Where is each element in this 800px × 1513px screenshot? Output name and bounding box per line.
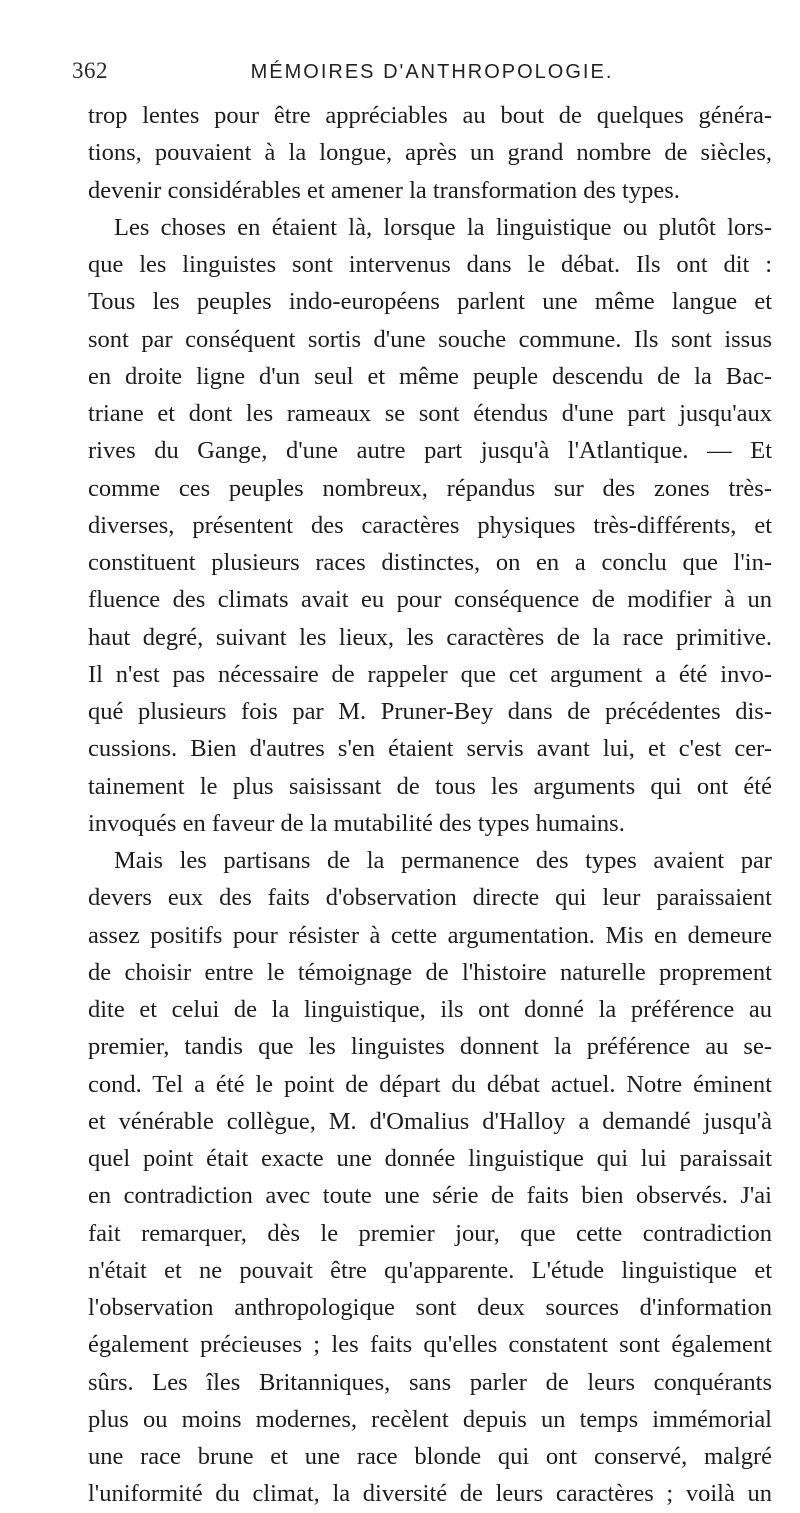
text-line: sûrs. Les îles Britanniques, sans parler de leurs conquérants: [88, 1368, 772, 1396]
text-line: Les choses en étaient là, lorsque la linguistique ou plutôt lors-: [114, 213, 772, 241]
text-line: triane et dont les rameaux se sont étendus d'une part jusqu'aux: [88, 400, 772, 427]
text-line: comme ces peuples nombreux, répandus sur des zones très-: [88, 474, 772, 502]
text-line: constituent plusieurs races distinctes, on en a conclu que l'in-: [88, 549, 772, 576]
running-title: MÉMOIRES D'ANTHROPOLOGIE.: [250, 61, 614, 83]
text-line: devers eux des faits d'observation directe qui leur paraissaient: [88, 884, 772, 912]
text-line: tions, pouvaient à la longue, après un grand nombre de siècles,: [88, 139, 772, 167]
text-line: l'observation anthropologique sont deux sources d'information: [88, 1294, 772, 1321]
page-number: 362: [72, 58, 108, 83]
text-line: invoqués en faveur de la mutabilité des types humains.: [88, 809, 625, 837]
text-line: assez positifs pour résister à cette argumentation. Mis en demeure: [88, 921, 772, 949]
text-line: également précieuses ; les faits qu'elles constatent sont également: [88, 1331, 772, 1359]
text-line: fait remarquer, dès le premier jour, que cette contradiction: [88, 1219, 772, 1247]
text-line: premier, tandis que les linguistes donnent la préférence au se-: [88, 1033, 772, 1061]
text-line: l'uniformité du climat, la diversité de leurs caractères ; voilà un: [88, 1480, 772, 1508]
text-line: quel point était exacte une donnée linguistique qui lui paraissait: [88, 1145, 772, 1172]
text-line: Tous les peuples indo-européens parlent une même langue et: [88, 288, 772, 316]
text-line: et vénérable collègue, M. d'Omalius d'Halloy a demandé jusqu'à: [88, 1107, 772, 1135]
text-line: Il n'est pas nécessaire de rappeler que cet argument a été invo-: [88, 660, 772, 688]
text-line: qué plusieurs fois par M. Pruner-Bey dans de précédentes dis-: [88, 698, 772, 725]
text-line: sont par conséquent sortis d'une souche commune. Ils sont issus: [88, 325, 772, 353]
text-line: trop lentes pour être appréciables au bout de quelques généra-: [88, 102, 772, 129]
text-line: fluence des climats avait eu pour conséquence de modifier à un: [88, 586, 772, 614]
text-line: en contradiction avec toute une série de faits bien observés. J'ai: [88, 1182, 772, 1210]
text-line: plus ou moins modernes, recèlent depuis un temps immémorial: [88, 1405, 772, 1433]
text-line: rives du Gange, d'une autre part jusqu'à l'Atlantique. — Et: [88, 437, 772, 465]
text-line: en droite ligne d'un seul et même peuple descendu de la Bac-: [88, 362, 772, 390]
text-line: cussions. Bien d'autres s'en étaient servis avant lui, et c'est cer-: [88, 735, 772, 763]
text-line: Mais les partisans de la permanence des types avaient par: [114, 847, 772, 874]
page-header: [72, 58, 772, 88]
text-line: devenir considérables et amener la transformation des types.: [88, 176, 680, 204]
text-line: de choisir entre le témoignage de l'histoire naturelle proprement: [88, 958, 772, 986]
text-line: diverses, présentent des caractères physiques très-différents, et: [88, 511, 772, 539]
text-line: que les linguistes sont intervenus dans le débat. Ils ont dit :: [88, 251, 772, 278]
text-line: dite et celui de la linguistique, ils ont donné la préférence au: [88, 996, 772, 1023]
text-line: cond. Tel a été le point de départ du débat actuel. Notre éminent: [88, 1070, 772, 1098]
text-line: tainement le plus saisissant de tous les arguments qui ont été: [88, 772, 772, 800]
body-text: [88, 97, 772, 1513]
text-line: haut degré, suivant les lieux, les caractères de la race primitive.: [88, 623, 772, 651]
text-line: n'était et ne pouvait être qu'apparente. L'étude linguistique et: [88, 1256, 772, 1284]
text-line: une race brune et une race blonde qui ont conservé, malgré: [88, 1443, 772, 1470]
